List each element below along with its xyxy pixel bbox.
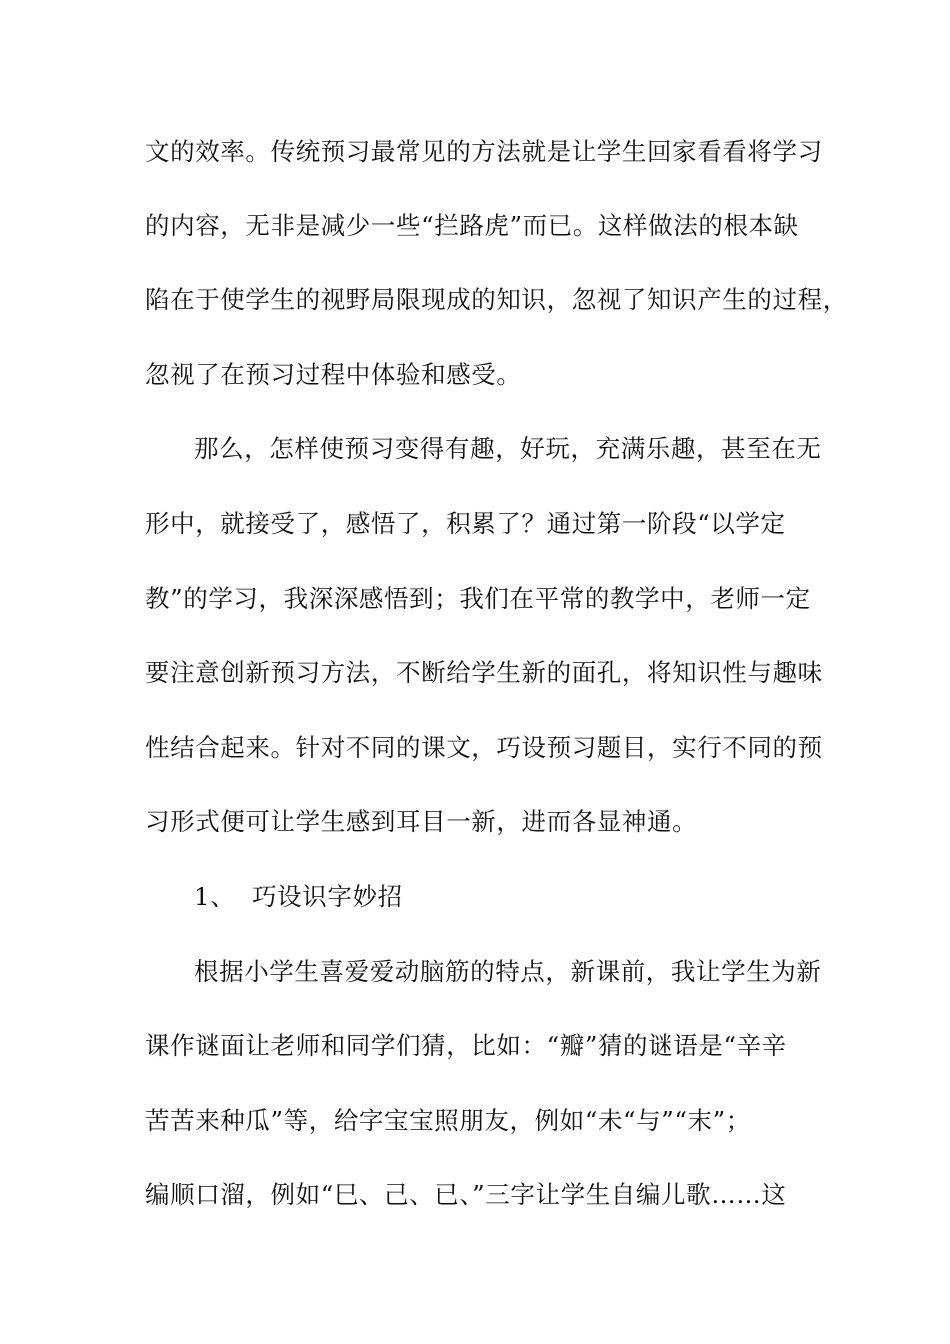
text-line-9: 性结合起来。针对不同的课文，巧设预习题目，实行不同的预 (145, 733, 823, 762)
text-line-5: 那么，怎样使预习变得有趣，好玩，充满乐趣，甚至在无 (194, 434, 822, 463)
text-line-4: 忽视了在预习过程中体验和感受。 (145, 360, 522, 389)
text-line-7: 教”的学习，我深深感悟到；我们在平常的教学中，老师一定 (145, 584, 811, 613)
text-line-14: 苦苦来种瓜”等，给字宝宝照朋友，例如“未“与”“末”； (145, 1106, 751, 1135)
text-line-10: 习形式便可让学生感到耳目一新，进而各显神通。 (145, 807, 698, 836)
text-line-8: 要注意创新预习方法，不断给学生新的面孔，将知识性与趣味 (145, 658, 823, 687)
section-heading: 1、 巧设识字妙招 (194, 882, 403, 911)
text-line-6: 形中，就接受了，感悟了，积累了？通过第一阶段“以学定 (145, 509, 786, 538)
text-line-2: 的内容，无非是减少一些“拦路虎”而已。这样做法的根本缺 (145, 211, 799, 240)
text-line-13: 课作谜面让老师和同学们猜，比如：“瓣”猜的谜语是“辛辛 (145, 1031, 787, 1060)
text-line-15: 编顺口溜，例如“巳、己、已、”三字让学生自编儿歌……这 (145, 1180, 787, 1209)
text-line-1: 文的效率。传统预习最常见的方法就是让学生回家看看将学习 (145, 137, 823, 166)
text-line-12: 根据小学生喜爱爱动脑筋的特点，新课前，我让学生为新 (194, 957, 822, 986)
text-line-3: 陷在于使学生的视野局限现成的知识，忽视了知识产生的过程， (145, 285, 848, 314)
